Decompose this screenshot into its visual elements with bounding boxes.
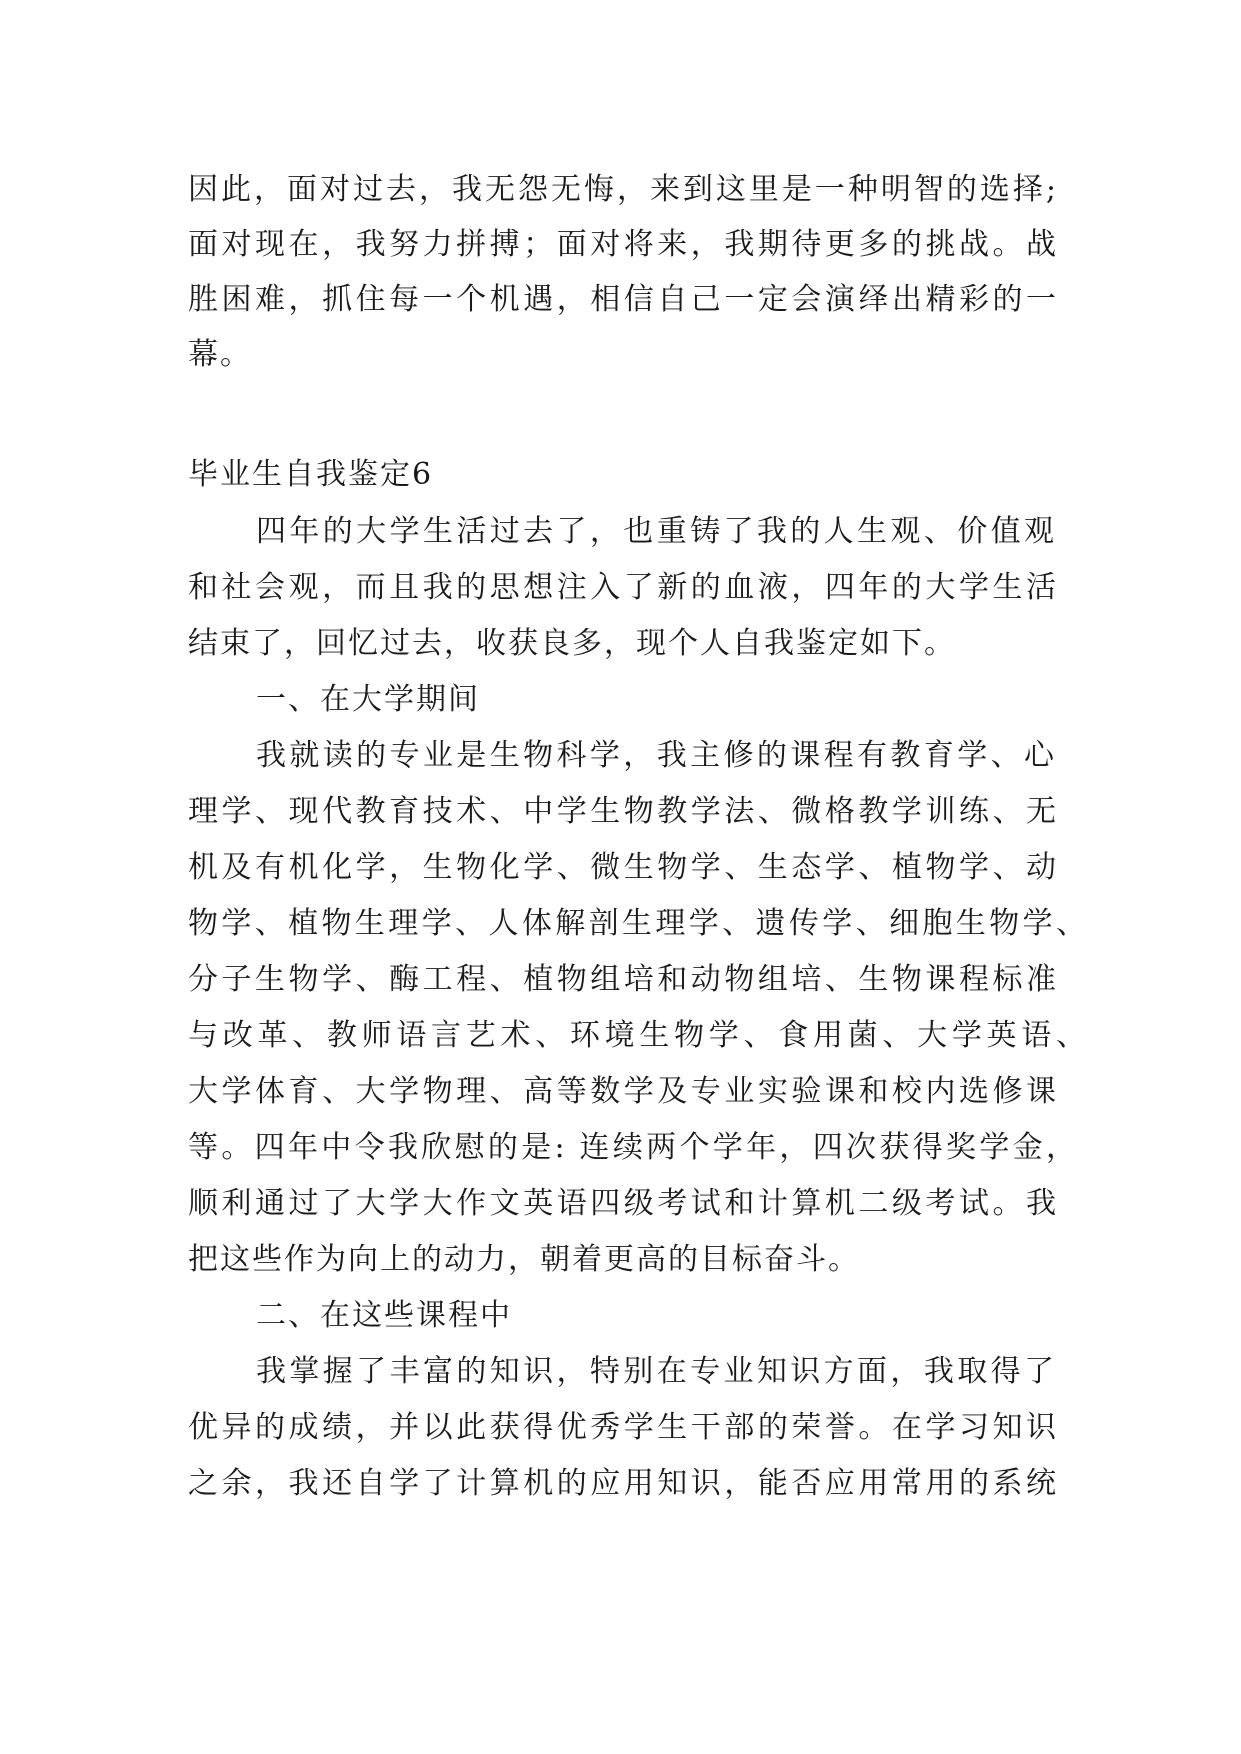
heading-2: 二、在这些课程中 bbox=[256, 1298, 512, 1333]
para2-line-3: 机及有机化学，生物化学、微生物学、生态学、植物学、动 bbox=[188, 850, 1058, 885]
para3-line-2: 优异的成绩，并以此获得优秀学生干部的荣誉。在学习知识 bbox=[188, 1410, 1058, 1445]
para1-line-1: 四年的大学生活过去了，也重铸了我的人生观、价值观 bbox=[256, 514, 1056, 549]
para3-line-1: 我掌握了丰富的知识，特别在专业知识方面，我取得了 bbox=[256, 1354, 1056, 1389]
para2-line-7: 大学体育、大学物理、高等数学及专业实验课和校内选修课 bbox=[188, 1074, 1058, 1109]
para2-line-10: 把这些作为向上的动力，朝着更高的目标奋斗。 bbox=[188, 1242, 860, 1277]
intro-line-1: 因此，面对过去，我无怨无悔，来到这里是一种明智的选择; bbox=[188, 172, 1058, 207]
para1-line-2: 和社会观，而且我的思想注入了新的血液，四年的大学生活 bbox=[188, 570, 1058, 605]
para2-line-8: 等。四年中令我欣慰的是: 连续两个学年，四次获得奖学金， bbox=[188, 1130, 1078, 1165]
para2-line-2: 理学、现代教育技术、中学生物教学法、微格教学训练、无 bbox=[188, 794, 1058, 829]
section-title: 毕业生自我鉴定6 bbox=[188, 457, 434, 492]
para2-line-9: 顺利通过了大学大作文英语四级考试和计算机二级考试。我 bbox=[188, 1186, 1058, 1221]
intro-line-2: 面对现在，我努力拼搏；面对将来，我期待更多的挑战。战 bbox=[188, 227, 1058, 262]
heading-1: 一、在大学期间 bbox=[256, 682, 480, 717]
para1-line-3: 结束了，回忆过去，收获良多，现个人自我鉴定如下。 bbox=[188, 626, 956, 661]
intro-line-4: 幕。 bbox=[188, 337, 252, 372]
para2-line-1: 我就读的专业是生物科学，我主修的课程有教育学、心 bbox=[256, 738, 1056, 773]
para3-line-3: 之余，我还自学了计算机的应用知识，能否应用常用的系统 bbox=[188, 1466, 1058, 1501]
para2-line-5: 分子生物学、酶工程、植物组培和动物组培、生物课程标准 bbox=[188, 962, 1058, 997]
para2-line-6: 与改革、教师语言艺术、环境生物学、食用菌、大学英语、 bbox=[188, 1018, 1088, 1053]
para2-line-4: 物学、植物生理学、人体解剖生理学、遗传学、细胞生物学、 bbox=[188, 906, 1088, 941]
intro-line-3: 胜困难，抓住每一个机遇，相信自己一定会演绎出精彩的一 bbox=[188, 282, 1058, 317]
